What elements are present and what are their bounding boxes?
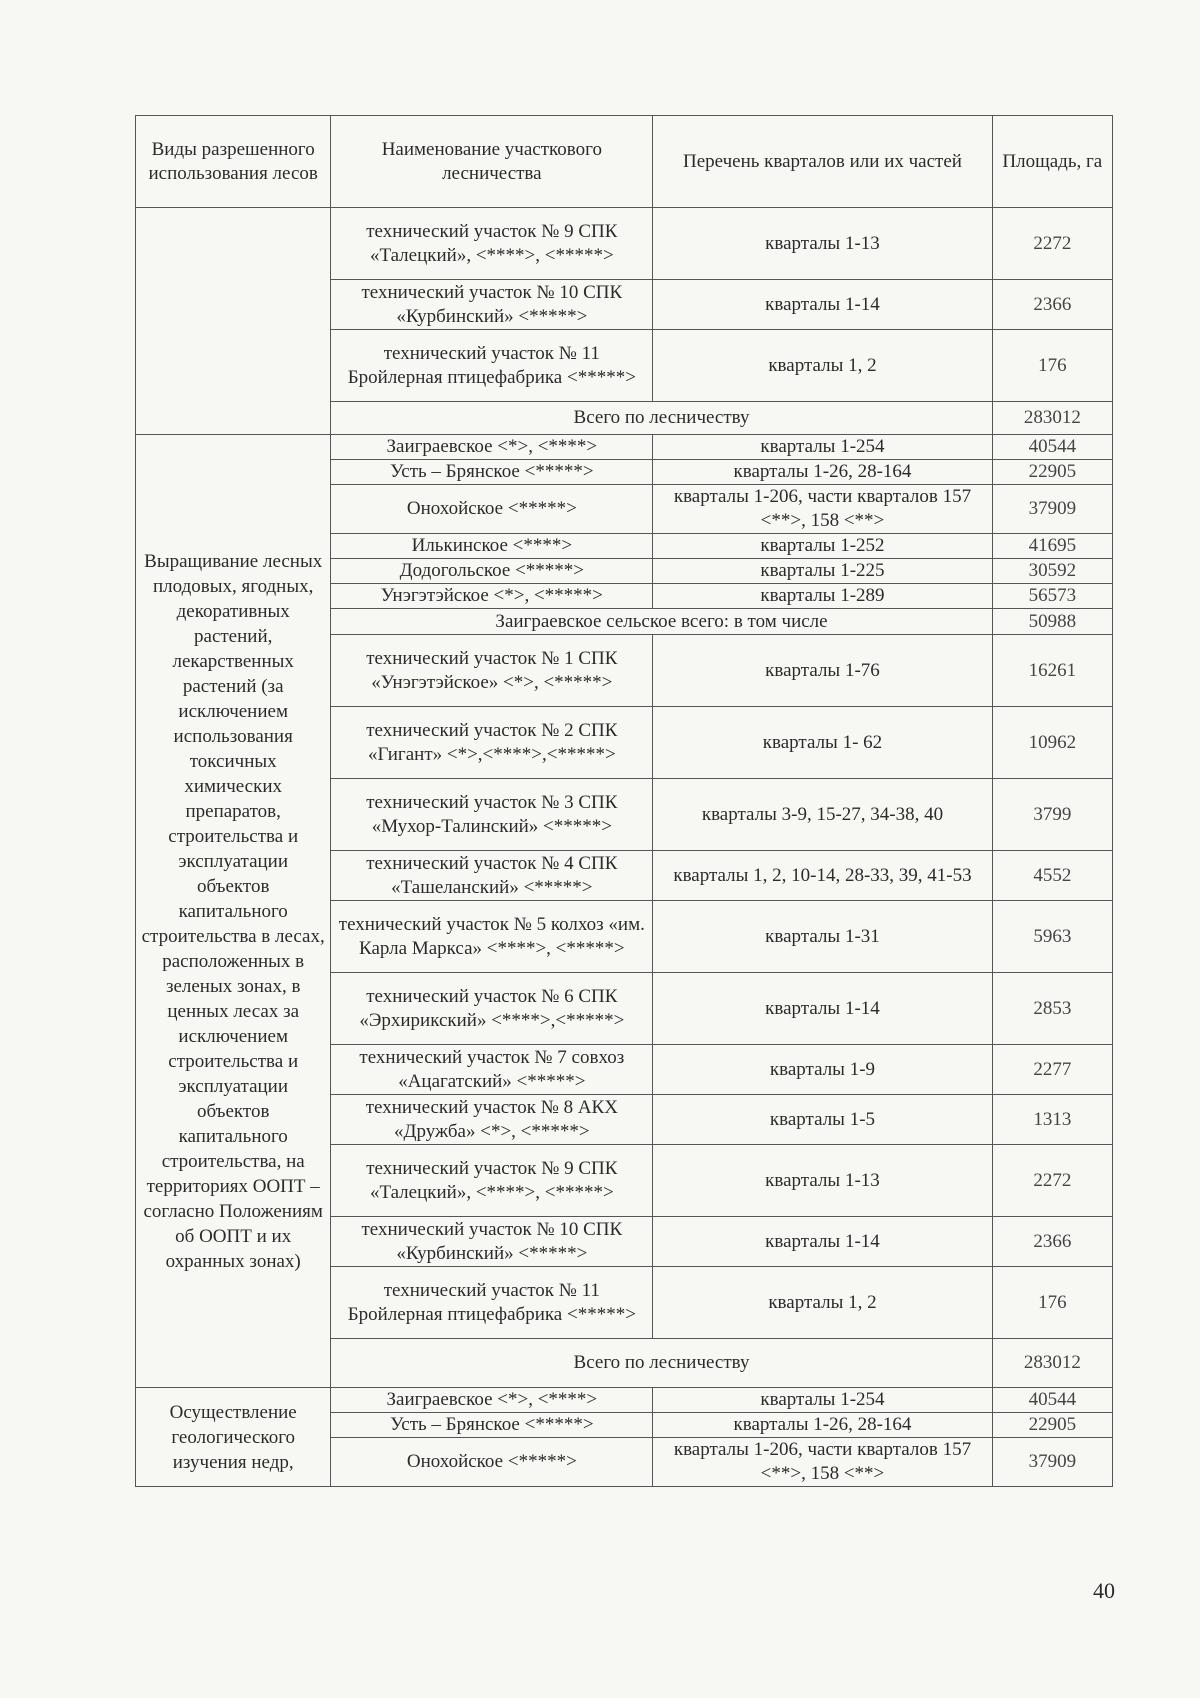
forestry-name-cell: технический участок № 11 Бройлерная птицефабрика <*****> [331, 330, 653, 402]
area-cell: 2853 [992, 973, 1112, 1045]
use-type-cell: Выращивание лесных плодовых, ягодных, декоративных растений, лекарственных растений (за исключением использования токсичных химических препаратов, строительства и эксплуатации объектов капитального строительства в лесах, расположенных в зеленых зонах, в ценных лесах за исключением строительства и эксплуатации объектов капитального строительства, на территориях ООПТ – согласно Положениям об ООПТ и их охранных зонах) [136, 435, 331, 1388]
quarters-cell: кварталы 1-14 [653, 1217, 992, 1267]
quarters-cell: кварталы 1-254 [653, 1388, 992, 1413]
table-row [136, 208, 1113, 280]
forestry-name-cell: технический участок № 5 колхоз «им. Карла Маркса» <****>, <*****> [331, 901, 653, 973]
forest-use-table [135, 115, 1113, 1487]
quarters-cell: кварталы 1-206, части кварталов 157 <**>, 158 <**> [653, 485, 992, 534]
forestry-name-cell: технический участок № 11 Бройлерная птицефабрика <*****> [331, 1267, 653, 1339]
total-label: Всего по лесничеству [331, 1339, 992, 1388]
total-value: 283012 [992, 1339, 1112, 1388]
area-cell: 41695 [992, 534, 1112, 559]
forestry-name-cell: Заиграевское <*>, <****> [331, 435, 653, 460]
forestry-name-cell: Додогольское <*****> [331, 559, 653, 584]
area-cell: 5963 [992, 901, 1112, 973]
area-cell: 2366 [992, 1217, 1112, 1267]
quarters-cell: кварталы 1-13 [653, 1145, 992, 1217]
table-row [136, 435, 1113, 460]
total-label: Всего по лесничеству [331, 402, 992, 435]
total-value: 283012 [992, 402, 1112, 435]
forestry-name-cell: технический участок № 6 СПК «Эрхирикский» <****>,<*****> [331, 973, 653, 1045]
header-use-type: Виды разрешенного использования лесов [136, 116, 331, 208]
area-cell: 1313 [992, 1095, 1112, 1145]
area-cell: 40544 [992, 1388, 1112, 1413]
quarters-cell: кварталы 1-252 [653, 534, 992, 559]
quarters-cell: кварталы 1, 2, 10-14, 28-33, 39, 41-53 [653, 851, 992, 901]
subtotal-value: 50988 [992, 609, 1112, 635]
forestry-name-cell: технический участок № 10 СПК «Курбинский» <*****> [331, 1217, 653, 1267]
area-cell: 22905 [992, 460, 1112, 485]
quarters-cell: кварталы 1-14 [653, 973, 992, 1045]
area-cell: 2277 [992, 1045, 1112, 1095]
page-number: 40 [1093, 1578, 1115, 1603]
area-cell: 40544 [992, 435, 1112, 460]
quarters-cell: кварталы 1-76 [653, 635, 992, 707]
quarters-cell: кварталы 1-225 [653, 559, 992, 584]
forestry-name-cell: технический участок № 2 СПК «Гигант» <*>,<****>,<*****> [331, 707, 653, 779]
forestry-name-cell: Илькинское <****> [331, 534, 653, 559]
area-cell: 37909 [992, 485, 1112, 534]
forestry-name-cell: Усть – Брянское <*****> [331, 460, 653, 485]
area-cell: 22905 [992, 1413, 1112, 1438]
area-cell: 3799 [992, 779, 1112, 851]
quarters-cell: кварталы 3-9, 15-27, 34-38, 40 [653, 779, 992, 851]
quarters-cell: кварталы 1-31 [653, 901, 992, 973]
forestry-name-cell: Усть – Брянское <*****> [331, 1413, 653, 1438]
area-cell: 2366 [992, 280, 1112, 330]
quarters-cell: кварталы 1-289 [653, 584, 992, 609]
header-area: Площадь, га [992, 116, 1112, 208]
forestry-name-cell: Унэгэтэйское <*>, <*****> [331, 584, 653, 609]
forestry-name-cell: технический участок № 7 совхоз «Ацагатский» <*****> [331, 1045, 653, 1095]
forestry-name-cell: технический участок № 1 СПК «Унэгэтэйское» <*>, <*****> [331, 635, 653, 707]
area-cell: 16261 [992, 635, 1112, 707]
use-type-cell: Осуществление геологического изучения недр, [136, 1388, 331, 1487]
forestry-name-cell: технический участок № 10 СПК «Курбинский» <*****> [331, 280, 653, 330]
forestry-name-cell: технический участок № 9 СПК «Талецкий», <****>, <*****> [331, 208, 653, 280]
area-cell: 10962 [992, 707, 1112, 779]
forestry-name-cell: технический участок № 4 СПК «Ташеланский» <*****> [331, 851, 653, 901]
area-cell: 56573 [992, 584, 1112, 609]
area-cell: 2272 [992, 1145, 1112, 1217]
table-row [136, 1388, 1113, 1413]
forestry-name-cell: технический участок № 8 АКХ «Дружба» <*>, <*****> [331, 1095, 653, 1145]
area-cell: 176 [992, 1267, 1112, 1339]
header-forestry-name: Наименование участкового лесничества [331, 116, 653, 208]
forestry-name-cell: Онохойское <*****> [331, 1438, 653, 1487]
quarters-cell: кварталы 1-14 [653, 280, 992, 330]
header-row [136, 116, 1113, 208]
quarters-cell: кварталы 1-254 [653, 435, 992, 460]
area-cell: 176 [992, 330, 1112, 402]
quarters-cell: кварталы 1-9 [653, 1045, 992, 1095]
quarters-cell: кварталы 1, 2 [653, 330, 992, 402]
quarters-cell: кварталы 1-5 [653, 1095, 992, 1145]
area-cell: 37909 [992, 1438, 1112, 1487]
area-cell: 30592 [992, 559, 1112, 584]
header-quarters: Перечень кварталов или их частей [653, 116, 992, 208]
area-cell: 4552 [992, 851, 1112, 901]
quarters-cell: кварталы 1-206, части кварталов 157 <**>, 158 <**> [653, 1438, 992, 1487]
quarters-cell: кварталы 1, 2 [653, 1267, 992, 1339]
use-type-cell-empty [136, 208, 331, 435]
forestry-name-cell: технический участок № 3 СПК «Мухор-Талинский» <*****> [331, 779, 653, 851]
quarters-cell: кварталы 1-13 [653, 208, 992, 280]
forestry-name-cell: Онохойское <*****> [331, 485, 653, 534]
quarters-cell: кварталы 1- 62 [653, 707, 992, 779]
forestry-name-cell: технический участок № 9 СПК «Талецкий», <****>, <*****> [331, 1145, 653, 1217]
quarters-cell: кварталы 1-26, 28-164 [653, 460, 992, 485]
subtotal-label: Заиграевское сельское всего: в том числе [331, 609, 992, 635]
quarters-cell: кварталы 1-26, 28-164 [653, 1413, 992, 1438]
area-cell: 2272 [992, 208, 1112, 280]
forestry-name-cell: Заиграевское <*>, <****> [331, 1388, 653, 1413]
